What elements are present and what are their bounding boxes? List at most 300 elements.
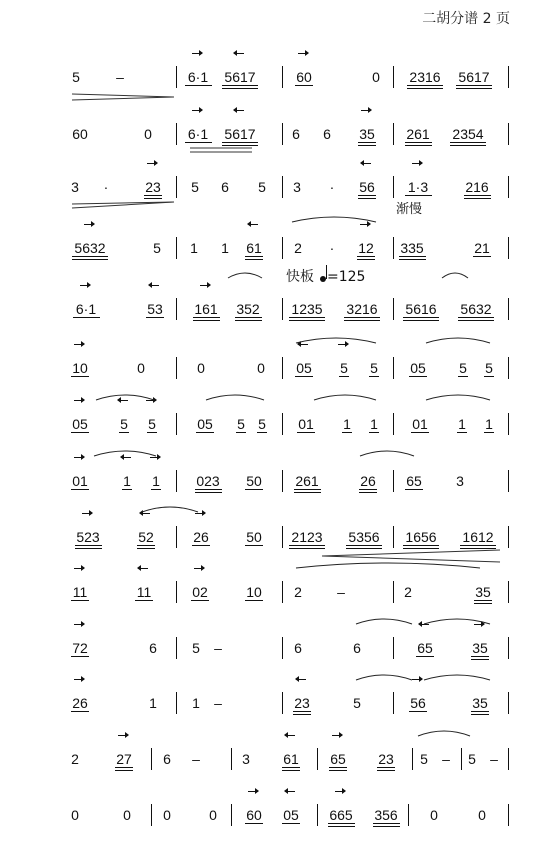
duration-underline [293,714,311,715]
score-line-5 [0,297,540,337]
note-group: 61 [246,240,262,256]
note-group: 26 [193,529,209,545]
note-group: 352 [236,301,260,317]
note-group: 6 [294,640,302,656]
note-group: 2 [294,584,302,600]
duration-underline [328,826,355,827]
bowing-mark [194,568,204,569]
duration-underline [192,545,210,546]
duration-underline [71,489,89,490]
note-group: 72 [72,640,88,656]
bowing-mark [146,400,156,401]
note-group: 2 [71,751,79,767]
duration-underline [416,656,434,657]
bowing-mark [200,285,210,286]
note-group: – [192,751,200,767]
bar-line [282,357,283,379]
note-group: 2 [294,240,302,256]
bar-line [151,748,152,770]
note-group: 5 [258,179,266,195]
duration-underline [235,320,262,321]
duration-underline [236,432,246,433]
note-group: 21 [474,240,490,256]
note-group: 5 [353,695,361,711]
note-group: 11 [136,584,152,600]
note-group: 35 [359,126,375,142]
note-group: 65 [417,640,433,656]
note-group: 0 [137,360,145,376]
note-group: 0 [163,807,171,823]
note-group: 356 [374,807,398,823]
score-line-6 [0,356,540,396]
note-group: 6 [221,179,229,195]
note-group: 0 [257,360,265,376]
duration-underline [222,145,258,146]
note-group: 2123 [291,529,323,545]
duration-underline [359,489,377,490]
duration-underline [193,317,220,318]
duration-underline [403,317,439,318]
bowing-mark [285,735,295,736]
bar-line [176,123,177,145]
duration-underline [71,376,89,377]
duration-underline [377,770,395,771]
bowing-mark [74,679,84,680]
note-group: 3 [71,179,79,195]
bar-line [508,123,509,145]
bar-line [393,66,394,88]
bar-line [508,748,509,770]
note-group: 56 [359,179,375,195]
duration-underline [344,317,380,318]
gradually-slow-marking: 渐慢 [396,202,423,217]
score-line-13 [0,747,540,787]
duration-underline [195,492,222,493]
duration-underline [484,432,494,433]
duration-underline [195,489,222,490]
duration-underline [282,823,300,824]
duration-underline [369,376,379,377]
bar-line [461,748,462,770]
note-group: 1 [343,416,351,432]
note-group: 10 [246,584,262,600]
note-group: 5 [420,751,428,767]
note-group: 261 [406,126,430,142]
bowing-mark [474,624,484,625]
note-group: 23 [378,751,394,767]
duration-underline [245,600,263,601]
score-line-11 [0,636,540,676]
note-group: 1235 [291,301,323,317]
slur-arc [296,338,376,343]
note-group: 05 [197,416,213,432]
note-group: 6 [163,751,171,767]
duration-underline [282,767,300,768]
duration-underline [460,548,496,549]
note-group: 5 [120,416,128,432]
duration-underline [471,656,489,657]
duration-underline [72,256,108,257]
bowing-mark [248,791,258,792]
duration-underline [373,826,400,827]
duration-underline [339,376,349,377]
duration-underline [245,259,263,260]
bowing-mark [150,457,160,458]
bowing-mark [335,791,345,792]
bar-line [176,237,177,259]
note-group: – [116,69,124,85]
note-group: 60 [246,807,262,823]
bar-line [282,176,283,198]
bar-line [508,692,509,714]
bar-line [176,66,177,88]
score-line-1 [0,65,540,105]
bowing-mark [118,735,128,736]
note-group: 0 [209,807,217,823]
bar-line [508,176,509,198]
bar-line [282,123,283,145]
bar-line [282,298,283,320]
score-line-9 [0,525,540,565]
note-group: 2 [404,584,412,600]
note-group: – [337,584,345,600]
duration-underline [71,656,89,657]
duration-underline [450,145,486,146]
duration-underline [474,600,492,601]
duration-underline [357,259,375,260]
bowing-mark [84,224,94,225]
duration-underline [222,142,258,143]
note-group: 1 [190,240,198,256]
bar-line [282,526,283,548]
duration-underline [196,432,214,433]
tempo-value: =125 [327,269,366,285]
bowing-mark [149,285,159,286]
bar-line [176,413,177,435]
note-group: 60 [296,69,312,85]
duration-underline [245,489,263,490]
bowing-mark [121,457,131,458]
duration-underline [403,320,439,321]
note-group: – [490,751,498,767]
duration-underline [137,545,155,546]
bowing-mark [74,568,84,569]
bar-line [393,413,394,435]
note-group: 5 [340,360,348,376]
duration-underline [358,145,376,146]
bowing-mark [234,53,244,54]
duration-underline [245,256,263,257]
bar-line [176,357,177,379]
duration-underline [185,142,212,143]
note-group: 26 [72,695,88,711]
duration-underline [450,142,486,143]
bar-line [508,413,509,435]
note-group: 5 [485,360,493,376]
note-group: 3 [242,751,250,767]
bowing-mark [412,163,422,164]
bar-line [282,66,283,88]
note-group: · [103,179,109,195]
note-group: 3 [293,179,301,195]
note-group: 5617 [224,126,256,142]
note-group: 23 [145,179,161,195]
duration-underline [458,376,468,377]
duration-underline [245,545,263,546]
note-group: 5632 [74,240,106,256]
duration-underline [405,142,432,143]
duration-underline [407,88,443,89]
note-group: 05 [283,807,299,823]
note-group: 5 [192,640,200,656]
duration-underline [409,376,427,377]
note-group: 6 [323,126,331,142]
bowing-mark [82,513,92,514]
bar-line [393,298,394,320]
duration-underline [473,256,491,257]
duration-underline [191,600,209,601]
duration-underline [358,198,376,199]
duration-underline [135,600,153,601]
duration-underline [193,320,220,321]
duration-underline [294,489,321,490]
tempo-marking [286,266,365,286]
duration-underline [137,548,155,549]
bar-line [176,526,177,548]
duration-underline [328,823,355,824]
duration-underline [464,198,491,199]
note-group: · [329,179,335,195]
duration-underline [464,195,491,196]
note-group: 0 [197,360,205,376]
duration-underline [358,195,376,196]
bar-line [508,637,509,659]
bowing-mark [192,53,202,54]
bar-line [282,470,283,492]
duration-underline [119,432,129,433]
note-group: 0 [478,807,486,823]
duration-underline [411,432,429,433]
note-group: 6·1 [75,301,97,317]
note-group: 50 [246,473,262,489]
note-group: 335 [400,240,424,256]
note-group: 27 [116,751,132,767]
duration-underline [146,317,164,318]
duration-underline [222,85,258,86]
note-group: – [214,640,222,656]
note-group: 6 [292,126,300,142]
duration-underline [471,714,489,715]
duration-underline [75,548,102,549]
note-group: 35 [472,695,488,711]
bar-line [508,804,509,826]
duration-underline [289,320,325,321]
duration-underline [297,432,315,433]
note-group: 26 [360,473,376,489]
bar-line [176,637,177,659]
duration-underline [294,492,321,493]
note-group: 35 [475,584,491,600]
duration-underline [409,711,427,712]
score-line-14 [0,803,540,843]
duration-underline [346,548,382,549]
bowing-mark [234,110,244,111]
note-group: · [329,240,335,256]
duration-underline [369,432,379,433]
note-group: 61 [283,751,299,767]
note-group: 6·1 [187,69,209,85]
bar-line [508,581,509,603]
page-header: 二胡分谱 2 页 [422,11,510,27]
bowing-mark [195,513,205,514]
duration-underline [329,767,347,768]
note-group: 5 [191,179,199,195]
duration-underline [115,767,133,768]
duration-underline [405,489,423,490]
duration-underline [484,376,494,377]
bar-line [393,176,394,198]
note-group: 1656 [405,529,437,545]
score-line-2 [0,122,540,162]
duration-underline [357,256,375,257]
bar-line [231,804,232,826]
bowing-mark [298,53,308,54]
duration-underline [460,545,496,546]
score-line-3 [0,175,540,215]
duration-underline [289,317,325,318]
note-group: 5 [237,416,245,432]
bowing-mark [147,163,157,164]
duration-underline [151,489,161,490]
bar-line [508,470,509,492]
note-group: 1 [152,473,160,489]
note-group: 5 [258,416,266,432]
bar-line [508,237,509,259]
note-group: 5356 [348,529,380,545]
note-group: 5 [153,240,161,256]
duration-underline [403,545,439,546]
bowing-mark [412,679,422,680]
slur-arc [292,217,376,222]
bowing-mark [74,344,84,345]
slur-arc [418,731,470,736]
bowing-mark [361,163,371,164]
duration-underline [456,88,492,89]
duration-underline [71,711,89,712]
note-group: 53 [147,301,163,317]
bowing-mark [419,624,429,625]
note-group: 1 [192,695,200,711]
duration-underline [403,548,439,549]
bar-line [393,237,394,259]
bar-line [393,526,394,548]
bowing-mark [338,344,348,345]
note-group: 3 [456,473,464,489]
bar-line [508,357,509,379]
note-group: 0 [71,807,79,823]
quarter-note-icon [320,276,326,282]
bar-line [282,692,283,714]
note-group: 60 [72,126,88,142]
note-group: 5 [72,69,80,85]
bowing-mark [80,285,90,286]
score-line-12 [0,691,540,731]
note-group: 52 [138,529,154,545]
note-group: 0 [430,807,438,823]
note-group: 23 [294,695,310,711]
bar-line [282,237,283,259]
note-group: 6 [353,640,361,656]
bar-line [317,748,318,770]
duration-underline [458,320,494,321]
duration-underline [185,85,212,86]
duration-underline [399,256,426,257]
duration-underline [71,600,89,601]
bar-line [408,804,409,826]
note-group: 1 [458,416,466,432]
note-group: 5 [468,751,476,767]
bowing-mark [248,224,258,225]
note-group: 1·3 [407,179,429,195]
bowing-mark [74,400,84,401]
bowing-mark [192,110,202,111]
note-group: 0 [372,69,380,85]
note-group: 1612 [462,529,494,545]
note-group: 11 [72,584,88,600]
bar-line [393,637,394,659]
note-group: 5632 [460,301,492,317]
bowing-mark [74,624,84,625]
note-group: 665 [329,807,353,823]
note-group: 50 [246,529,262,545]
note-group: – [214,695,222,711]
duration-underline [474,603,492,604]
duration-underline [245,823,263,824]
score-line-10 [0,580,540,620]
bar-line [412,748,413,770]
duration-underline [358,142,376,143]
bowing-mark [118,400,128,401]
duration-underline [73,317,100,318]
note-group: 216 [465,179,489,195]
duration-underline [405,145,432,146]
duration-underline [344,320,380,321]
bowing-mark [296,679,306,680]
note-group: 56 [410,695,426,711]
duration-underline [122,489,132,490]
note-group: 1 [123,473,131,489]
note-group: 10 [72,360,88,376]
note-group: 1 [370,416,378,432]
note-group: – [442,751,450,767]
note-group: 05 [410,360,426,376]
note-group: 01 [298,416,314,432]
note-group: 023 [196,473,220,489]
bar-line [176,298,177,320]
bar-line [176,470,177,492]
duration-underline [295,85,313,86]
tempo-label: 快板 [286,269,314,285]
score-line-7 [0,412,540,452]
note-group: 5 [370,360,378,376]
duration-underline [222,88,258,89]
bar-line [176,176,177,198]
bar-line [176,581,177,603]
duration-underline [342,432,352,433]
note-group: 05 [296,360,312,376]
score-line-8 [0,469,540,509]
note-group: 0 [123,807,131,823]
